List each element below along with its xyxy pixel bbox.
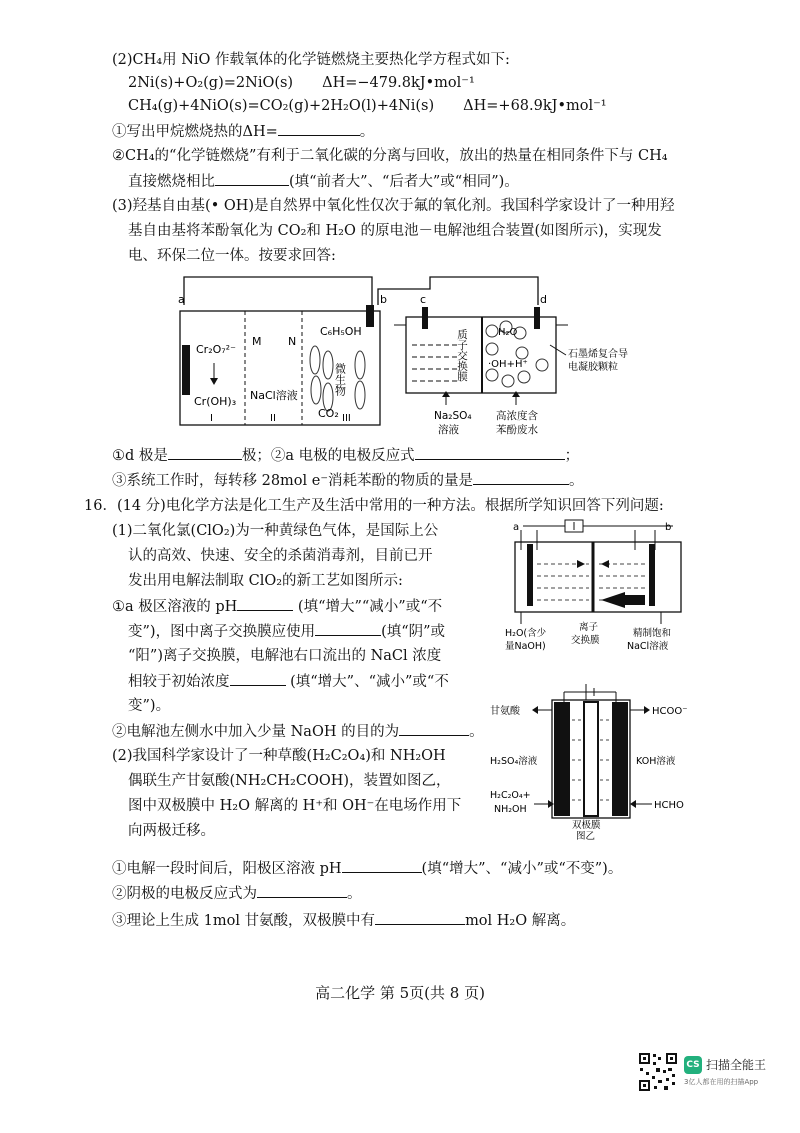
electrode-d bbox=[534, 307, 540, 329]
croh3-label: Cr(OH)₃ bbox=[194, 395, 237, 408]
fig2-left-label-1: H₂O(含少 bbox=[505, 628, 547, 639]
answer-blank[interactable] bbox=[237, 596, 293, 611]
equation-2: CH₄(g)+4NiO(s)=CO₂(g)+2H₂O(l)+4Ni(s) ΔH=+68.9kJ•mol⁻¹ bbox=[128, 98, 607, 114]
graphene-label-2: 电凝胶颗粒 bbox=[568, 362, 618, 373]
fig3-left-electrode bbox=[554, 702, 570, 816]
koh-label: KOH溶液 bbox=[636, 756, 676, 767]
q16-title: 16．(14 分)电化学方法是化工生产及生活中常用的一种方法。根据所学知识回答下列问题: bbox=[84, 498, 664, 514]
q15-sub3-line1: ①d 极是 极；②a 电极的电极反应式 ； bbox=[112, 445, 579, 466]
q16-sub1-text-c: 变”)，图中离子交换膜应使用 bbox=[128, 624, 316, 640]
answer-blank[interactable] bbox=[315, 621, 381, 636]
q16-r3-text-b: mol H₂O 解离。 bbox=[465, 913, 576, 929]
q16-sub1-line2 bbox=[128, 621, 445, 642]
fig2-b-label: b bbox=[665, 522, 672, 533]
q16-part2-line2: 偶联生产甘氨酸(NH₂CH₂COOH)，装置如图乙， bbox=[128, 773, 451, 789]
nacl-label: NaCl溶液 bbox=[250, 389, 298, 402]
answer-blank[interactable] bbox=[473, 470, 569, 485]
q15-sub3-text: ①d 极是 bbox=[112, 448, 168, 464]
q16-part2-sub2 bbox=[112, 883, 362, 904]
q15-sub3-text-c: ③系统工作时，每转移 28mol e⁻消耗苯酚的物质的量是 bbox=[112, 473, 474, 489]
fig2-mid-label-2: 交换膜 bbox=[571, 635, 600, 646]
scanner-slogan: 3亿人都在用的扫描App bbox=[684, 1078, 759, 1086]
membrane-n-label: N bbox=[288, 335, 297, 348]
q16-part1-line3: 发出用电解法制取 ClO₂的新工艺如图所示: bbox=[128, 573, 403, 589]
equation-1: 2Ni(s)+O₂(g)=2NiO(s) ΔH=−479.8kJ•mol⁻¹ bbox=[128, 75, 475, 91]
cr2o7-label: Cr₂O₇²⁻ bbox=[196, 343, 236, 356]
q16-sub1-line1 bbox=[112, 596, 442, 617]
na2so4-label-1: Na₂SO₄ bbox=[434, 410, 472, 422]
q15-part2-intro: (2)CH₄用 NiO 作载氧体的化学链燃烧主要热化学方程式如下: bbox=[112, 52, 510, 68]
answer-blank[interactable] bbox=[375, 910, 465, 925]
q16-part2-line1: (2)我国科学家设计了一种草酸(H₂C₂O₄)和 NH₂OH bbox=[112, 748, 446, 764]
q16-sub1-text-f: 相较于初始浓度 bbox=[128, 674, 230, 690]
scanner-watermark bbox=[638, 1052, 788, 1092]
battery-electrolysis-figure bbox=[170, 265, 628, 445]
q15-sub1: ①写出甲烷燃烧热的ΔH= 。 bbox=[112, 121, 374, 142]
q15-part3-line3: 电、环保二位一体。按要求回答: bbox=[128, 248, 336, 264]
q16-sub1-text-g: (填“增大”、“减小”或“不 bbox=[290, 674, 449, 690]
figure-caption: 图乙 bbox=[576, 831, 596, 842]
left-solution-lines bbox=[412, 345, 460, 381]
h2so4-label: H₂SO₄溶液 bbox=[490, 756, 538, 767]
graphene-label-1: 石墨烯复合导 bbox=[568, 349, 628, 360]
q15-sub2-text: 直接燃烧相比 bbox=[128, 174, 215, 190]
q16-sub2-text: ②电解池左侧水中加入少量 NaOH 的目的为 bbox=[112, 724, 400, 740]
fig2-mid-label-1: 离子 bbox=[579, 622, 599, 633]
fig2-anode bbox=[527, 544, 533, 606]
q15-sub3-line2: ③系统工作时，每转移 28mol e⁻消耗苯酚的物质的量是 。 bbox=[112, 470, 584, 491]
oxalic-label: H₂C₂O₄+ bbox=[490, 790, 531, 801]
q16-r1-text-b: (填“增大”、“减小”或“不变”)。 bbox=[421, 861, 623, 877]
bipolar-membrane-label: 双极膜 bbox=[572, 820, 601, 831]
clo2-electrolysis-figure bbox=[505, 520, 695, 660]
glycine-label: 甘氨酸 bbox=[490, 706, 520, 717]
q16-sub1-line3: “阳”)离子交换膜，电解池右口流出的 NaCl 浓度 bbox=[128, 648, 442, 664]
electrode-b-label: b bbox=[380, 293, 387, 306]
region-2-label: II bbox=[270, 413, 276, 424]
q15-sub2-line2 bbox=[128, 171, 519, 192]
q16-part1-line1: (1)二氧化氯(ClO₂)为一种黄绿色气体，是国际上公 bbox=[112, 523, 439, 539]
q16-sub1-text-b: (填“增大”“减小”或“不 bbox=[297, 599, 443, 615]
electrode-a-label: a bbox=[178, 293, 185, 306]
electrode-c-label: c bbox=[420, 293, 427, 306]
phenol-waste-label-2: 苯酚废水 bbox=[496, 424, 538, 436]
answer-blank[interactable] bbox=[342, 858, 422, 873]
glycine-figure bbox=[486, 680, 696, 840]
q16-part2-line4: 向两极迁移。 bbox=[128, 823, 215, 839]
hydroxylamine-label: NH₂OH bbox=[494, 804, 527, 815]
q16-r2-text-b: 。 bbox=[347, 886, 362, 902]
electrode-d-label: d bbox=[540, 293, 547, 306]
q15-sub3-text-b: 极；②a 电极的电极反应式 bbox=[241, 448, 415, 464]
co2-label: CO₂ bbox=[318, 407, 339, 420]
fig2-left-label-2: 量NaOH) bbox=[505, 641, 546, 652]
q16-sub2-end: 。 bbox=[469, 724, 484, 740]
phenol-waste-label-1: 高浓度含 bbox=[496, 410, 538, 422]
water-label: H₂O bbox=[498, 327, 518, 338]
fig2-cell bbox=[515, 542, 681, 612]
electrode-a bbox=[182, 345, 190, 395]
answer-blank[interactable] bbox=[399, 721, 469, 736]
q15-part3-line1: (3)羟基自由基(• OH)是自然界中氧化性仅次于氟的氧化剂。我国科学家设计了一种用羟 bbox=[112, 198, 675, 214]
q16-sub1-line4 bbox=[128, 671, 449, 692]
answer-blank[interactable] bbox=[415, 445, 565, 460]
q16-part2-sub3 bbox=[112, 910, 575, 931]
q15-sub2-line1: ②CH₄的“化学链燃烧”有利于二氧化碳的分离与回收，放出的热量在相同条件下与 CH₄ bbox=[112, 148, 668, 164]
fig2-right-label-1: 精制饱和 bbox=[633, 628, 672, 639]
fig2-a-label: a bbox=[513, 522, 520, 533]
membrane-label: 质子交换膜 bbox=[456, 329, 468, 382]
q16-part2-sub1 bbox=[112, 858, 622, 879]
hydroxyl-label: ·OH+H⁺ bbox=[488, 359, 528, 370]
answer-blank[interactable] bbox=[215, 171, 289, 186]
bipolar-membrane bbox=[584, 702, 598, 816]
answer-blank[interactable] bbox=[230, 671, 286, 686]
fig2-cathode bbox=[649, 544, 655, 606]
hcho-label: HCHO bbox=[654, 800, 684, 811]
electrode-c bbox=[422, 307, 428, 329]
q16-sub1-text-a: ①a 极区溶液的 pH bbox=[112, 599, 238, 615]
q16-sub1-line5: 变”)。 bbox=[128, 698, 171, 714]
membrane-m-label: M bbox=[252, 335, 262, 348]
answer-blank[interactable] bbox=[257, 883, 347, 898]
formate-label: HCOO⁻ bbox=[652, 706, 688, 717]
q16-part2-line3: 图中双极膜中 H₂O 解离的 H⁺和 OH⁻在电场作用下 bbox=[128, 798, 462, 814]
na2so4-label-2: 溶液 bbox=[438, 424, 459, 436]
answer-blank[interactable] bbox=[278, 121, 360, 136]
microbe-label: 微生物 bbox=[333, 363, 347, 396]
q16-part1-line2: 认的高效、快速、安全的杀菌消毒剂，目前已开 bbox=[128, 548, 433, 564]
phenol-label: C₆H₅OH bbox=[320, 325, 362, 338]
region-1-label: I bbox=[210, 413, 213, 424]
qr-code-icon bbox=[638, 1052, 678, 1092]
q16-r1-text-a: ①电解一段时间后，阳极区溶液 pH bbox=[112, 861, 342, 877]
q16-sub1-text-d: (填“阴”或 bbox=[381, 624, 446, 640]
scanner-logo-icon: CS bbox=[684, 1056, 702, 1074]
q16-r3-text-a: ③理论上生成 1mol 甘氨酸，双极膜中有 bbox=[112, 913, 376, 929]
scanner-brand: 扫描全能王 bbox=[706, 1058, 767, 1072]
page-footer: 高二化学 第 5页(共 8 页) bbox=[315, 984, 485, 1002]
q16-r2-text-a: ②阴极的电极反应式为 bbox=[112, 886, 257, 902]
answer-blank[interactable] bbox=[168, 445, 242, 460]
electrode-b bbox=[366, 305, 374, 327]
q15-part3-line2: 基自由基将苯酚氧化为 CO₂和 H₂O 的原电池－电解池组合装置(如图所示)，实现发 bbox=[128, 223, 662, 239]
q15-sub1-text: ①写出甲烷燃烧热的ΔH= bbox=[112, 124, 278, 140]
region-3-label: III bbox=[342, 413, 351, 424]
q16-sub2 bbox=[112, 721, 484, 742]
q15-sub2-hint: (填“前者大”、“后者大”或“相同”)。 bbox=[289, 174, 519, 190]
fig3-right-electrode bbox=[612, 702, 628, 816]
fig2-right-label-2: NaCl溶液 bbox=[627, 641, 669, 652]
